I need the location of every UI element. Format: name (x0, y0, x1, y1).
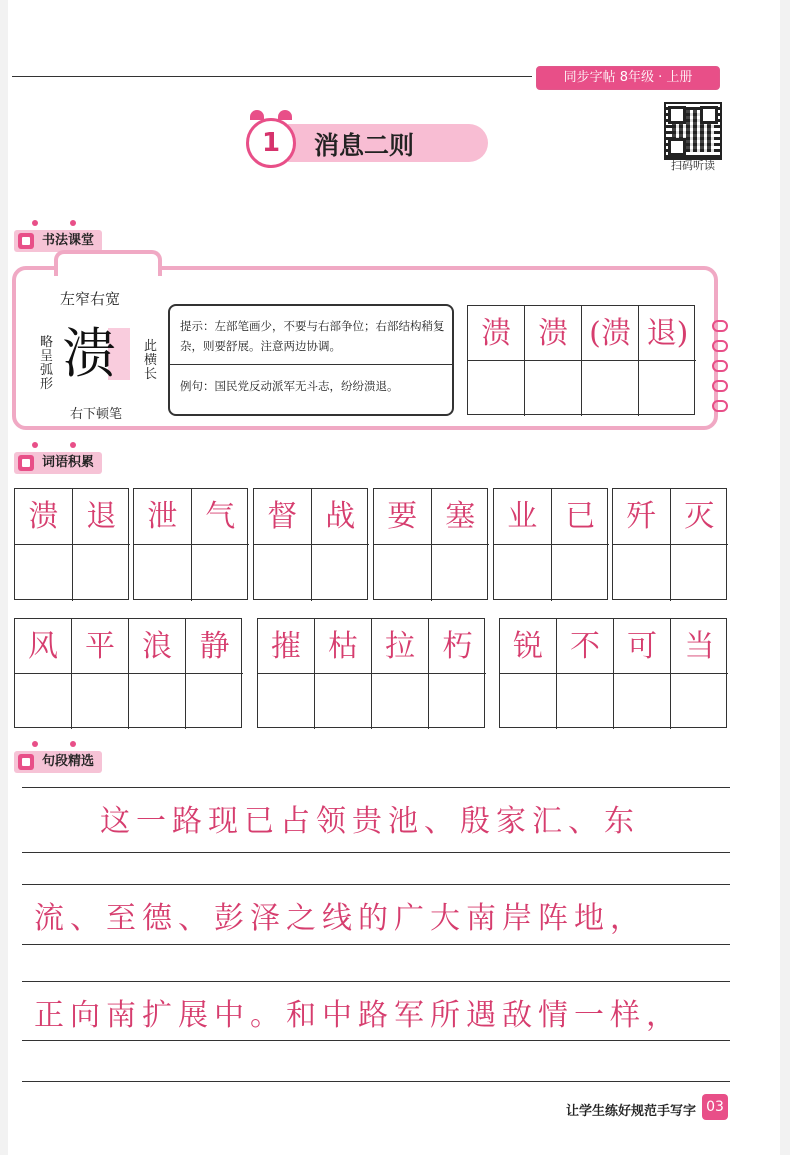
word-char-cell: 塞 (432, 489, 490, 545)
practice-cell: 退) (639, 306, 696, 361)
header-rule (12, 76, 532, 77)
word-char-cell: 歼 (613, 489, 671, 545)
word-char-cell: 可 (614, 619, 671, 674)
notebook-icon (18, 754, 34, 770)
section-calligraphy-label: 书法课堂 (14, 230, 102, 252)
word-char-cell: 枯 (315, 619, 372, 674)
word-char-cell: 锐 (500, 619, 557, 674)
sentence-line-2: 流、至德、彭泽之线的广大南岸阵地， (34, 901, 646, 936)
writing-cell[interactable] (552, 545, 610, 601)
notebook-icon (18, 455, 34, 471)
qr-label: 扫码听读 (671, 159, 715, 172)
calligraphy-rule: 左窄右宽 (60, 290, 121, 308)
word-char-cell: 已 (552, 489, 610, 545)
notebook-icon (18, 233, 34, 249)
word-char-cell: 灭 (671, 489, 729, 545)
book-label: 同步字帖 8年级 · 上册 (536, 66, 720, 90)
writing-cell[interactable] (671, 545, 729, 601)
word-char-cell: 浪 (129, 619, 186, 674)
writing-cell[interactable] (258, 674, 315, 729)
writing-cell[interactable] (613, 545, 671, 601)
word-char-cell: 平 (72, 619, 129, 674)
word-char-cell: 风 (15, 619, 72, 674)
writing-cell[interactable] (500, 674, 557, 729)
word-grid (14, 488, 129, 600)
ruled-line (22, 981, 730, 982)
lesson-number: 1 (246, 118, 296, 168)
tip-text: 提示：左部笔画少，不要与右部争位；右部结构稍复杂，则要舒展。注意两边协调。 (180, 319, 445, 353)
writing-cell[interactable] (192, 545, 250, 601)
writing-cell[interactable] (129, 674, 186, 729)
note-bottom: 右下顿笔 (70, 407, 123, 422)
ruled-line (22, 1081, 730, 1082)
sentence-line-3: 正向南扩展中。和中路军所遇敌情一样， (34, 998, 682, 1033)
writing-cell[interactable] (494, 545, 552, 601)
writing-cell[interactable] (15, 545, 73, 601)
practice-cell (525, 361, 582, 416)
qr-code[interactable] (664, 102, 722, 160)
example-sentence: 例句：国民党反动派军无斗志，纷纷溃退。 (180, 379, 399, 393)
word-char-cell: 拉 (372, 619, 429, 674)
writing-cell[interactable] (73, 545, 131, 601)
word-grid (253, 488, 368, 600)
word-char-cell: 泄 (134, 489, 192, 545)
writing-cell[interactable] (614, 674, 671, 729)
word-grid (499, 618, 727, 728)
word-char-cell: 摧 (258, 619, 315, 674)
section-vocab-label: 词语积累 (14, 452, 102, 474)
word-grid (373, 488, 488, 600)
word-char-cell: 气 (192, 489, 250, 545)
word-grid (133, 488, 248, 600)
word-grid (14, 618, 242, 728)
ruled-line (22, 852, 730, 853)
practice-cell: 溃 (468, 306, 525, 361)
practice-cell (582, 361, 639, 416)
writing-cell[interactable] (254, 545, 312, 601)
sentence-line-1: 这一路现已占领贵池、殷家汇、东 (100, 804, 640, 839)
writing-cell[interactable] (186, 674, 243, 729)
writing-cell[interactable] (372, 674, 429, 729)
writing-cell[interactable] (312, 545, 370, 601)
practice-cell (639, 361, 696, 416)
writing-cell[interactable] (15, 674, 72, 729)
tip-box (168, 304, 454, 416)
writing-cell[interactable] (315, 674, 372, 729)
word-char-cell: 溃 (15, 489, 73, 545)
page-number: 03 (702, 1094, 728, 1120)
word-char-cell: 要 (374, 489, 432, 545)
note-left: 略呈弧形 (40, 335, 54, 392)
section-sentences-label: 句段精选 (14, 751, 102, 773)
writing-cell[interactable] (671, 674, 728, 729)
writing-cell[interactable] (72, 674, 129, 729)
lesson-title-text: 消息二则 (314, 131, 415, 160)
model-character: 溃 (62, 322, 116, 385)
word-char-cell: 当 (671, 619, 728, 674)
ruled-line (22, 944, 730, 945)
ruled-line (22, 787, 730, 788)
word-char-cell: 督 (254, 489, 312, 545)
binder-rings (712, 320, 726, 420)
writing-cell[interactable] (557, 674, 614, 729)
practice-grid (467, 305, 695, 415)
practice-cell (468, 361, 525, 416)
word-grid (257, 618, 485, 728)
note-right: 此横长 (144, 339, 158, 382)
word-char-cell: 静 (186, 619, 243, 674)
writing-cell[interactable] (374, 545, 432, 601)
ruled-line (22, 884, 730, 885)
word-char-cell: 不 (557, 619, 614, 674)
ruled-line (22, 1040, 730, 1041)
word-char-cell: 退 (73, 489, 131, 545)
writing-cell[interactable] (432, 545, 490, 601)
writing-cell[interactable] (134, 545, 192, 601)
word-grid (493, 488, 608, 600)
footer-slogan: 让学生练好规范手写字 (566, 1104, 697, 1119)
practice-cell: (溃 (582, 306, 639, 361)
writing-cell[interactable] (429, 674, 486, 729)
practice-cell: 溃 (525, 306, 582, 361)
word-char-cell: 战 (312, 489, 370, 545)
word-grid (612, 488, 727, 600)
word-char-cell: 朽 (429, 619, 486, 674)
word-char-cell: 业 (494, 489, 552, 545)
